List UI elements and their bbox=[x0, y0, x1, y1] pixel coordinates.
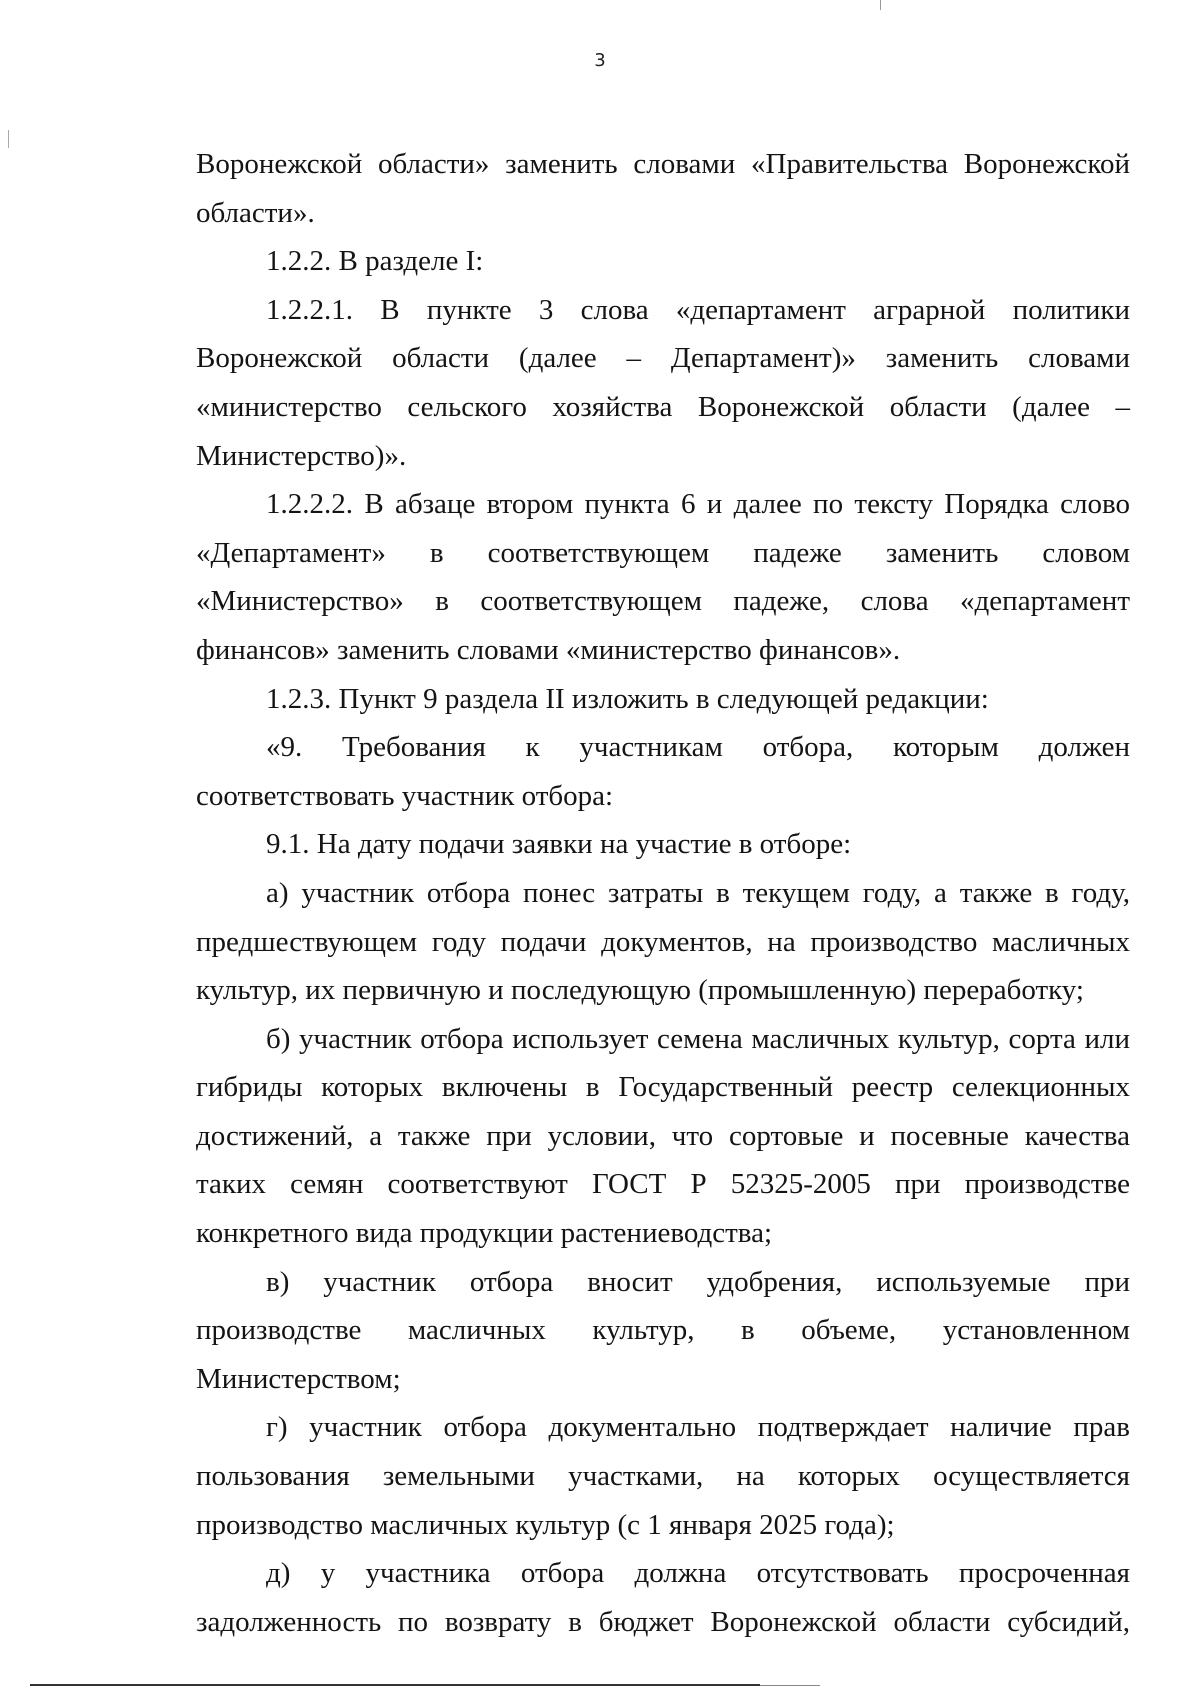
document-body bbox=[196, 140, 1130, 1646]
paragraph-9-1: 9.1. На дату подачи заявки на участие в отборе: bbox=[266, 828, 852, 861]
paragraph-continuation: Воронежской области» заменить словами «Правительства Воронежской области». bbox=[196, 148, 1130, 229]
paragraph-1-2-3: 1.2.3. Пункт 9 раздела II изложить в следующей редакции: bbox=[266, 682, 989, 715]
scan-bottom-line bbox=[30, 1684, 760, 1686]
paragraph-item-g: г) участник отбора документально подтверждает наличие прав пользования земельными участками, на которых осуществляется производство масличных культур (с 1 января 2025 года); bbox=[196, 1411, 1130, 1541]
paragraph-item-d: д) у участника отбора должна отсутствовать просроченная задолженность по возврату в бюджет Воронежской области субсидий, bbox=[196, 1557, 1130, 1638]
paragraph-1-2-2: 1.2.2. В разделе I: bbox=[266, 245, 484, 278]
paragraph-item-a: а) участник отбора понес затраты в текущем году, а также в году, предшествующем году подачи документов, на производство масличных культур, их первичную и последующую (промышленную) переработку; bbox=[196, 876, 1130, 1007]
paragraph-item-v: в) участник отбора вносит удобрения, используемые при производстве масличных культур, в объеме, установленном Министерством; bbox=[196, 1265, 1130, 1395]
paragraph-1-2-2-2: 1.2.2.2. В абзаце втором пункта 6 и далее по тексту Порядка слово «Департамент» в соответствующем падеже заменить словом «Министерство» в соответствующем падеже, слова «департамент финансов» заменить словами «министерство финансов». bbox=[196, 488, 1130, 666]
scan-top-mark bbox=[880, 0, 881, 10]
scan-bottom-line-faint bbox=[760, 1685, 820, 1686]
paragraph-item-b: б) участник отбора использует семена масличных культур, сорта или гибриды которых включены в Государственный реестр селекционных достижений, а также при условии, что сортовые и посевные качества таких семян соответствуют ГОСТ Р 52325-2005 при производстве конкретного вида продукции растениеводства; bbox=[196, 1022, 1130, 1250]
paragraph-1-2-2-1: 1.2.2.1. В пункте 3 слова «департамент аграрной политики Воронежской области (далее – Департамент)» заменить словами «министерство сельского хозяйства Воронежской области (далее – Министерство)». bbox=[196, 293, 1130, 472]
page-number: 3 bbox=[594, 50, 606, 71]
paragraph-9: «9. Требования к участникам отбора, которым должен соответствовать участник отбора: bbox=[196, 731, 1130, 812]
scan-edge-mark bbox=[8, 130, 9, 148]
